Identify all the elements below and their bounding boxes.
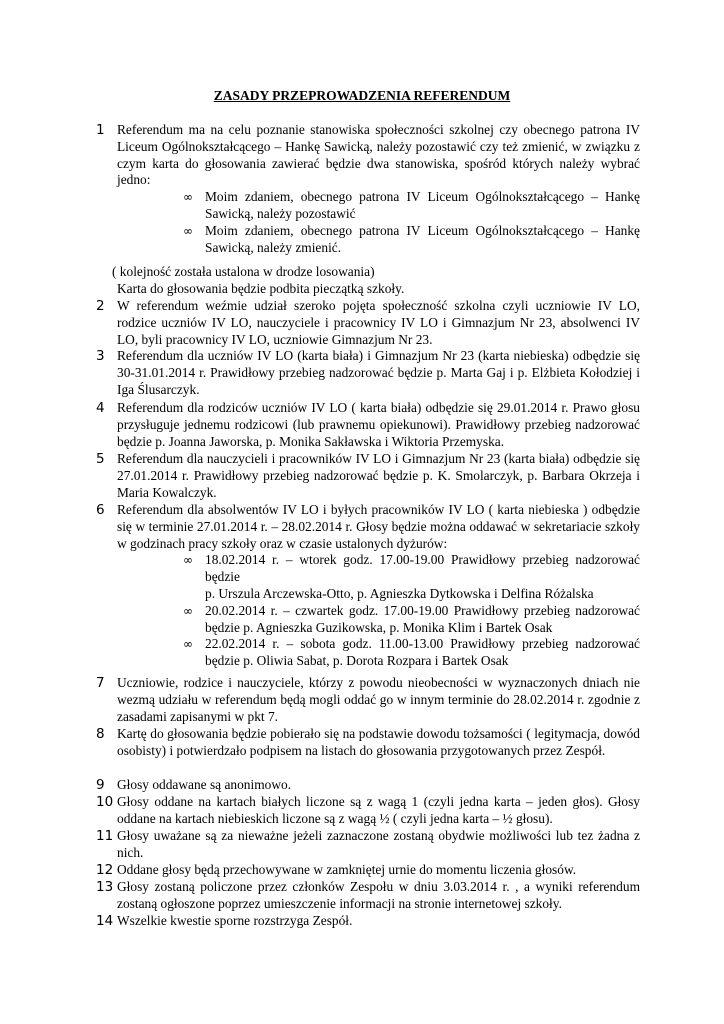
rule-number: 1: [96, 122, 105, 138]
rule-number: 3: [96, 348, 105, 364]
rule-text: Uczniowie, rodzice i nauczyciele, którzy z powodu nieobecności w wyznaczonych dniach nie wezmą udziału w referendum będą mogli oddać go w innym terminie do 28.02.2014 r. zgodnie z zasadami zapisanymi w pkt 7.: [117, 675, 640, 724]
order-note: ( kolejność została ustalona w drodze losowania): [112, 264, 375, 279]
rule-number: 5: [96, 451, 105, 467]
rule-text: Referendum dla rodziców uczniów IV LO ( karta biała) odbędzie się 29.01.2014 r. Prawo głosu przysługuje jednemu rodzicowi (lub prawnemu opiekunowi). Prawidłowy przebieg nadzorować będzie p. Joanna Jaworska, p. Monika Sakławska i Wiktoria Przemyska.: [117, 400, 640, 449]
infinity-bullet-icon: ∞: [183, 637, 193, 652]
duty-shift-1: ∞ 18.02.2014 r. – wtorek godz. 17.00-19.00 Prawidłowy przebieg nadzorować będzie p. Urszula Arczewska-Otto, p. Agnieszka Dytkowska i Delfina Różalska: [183, 552, 640, 601]
rule-text: Referendum dla nauczycieli i pracowników IV LO i Gimnazjum Nr 23 (karta biała) odbędzie się 27.01.2014 r. Prawidłowy przebieg nadzorować będzie p. K. Smolarczyk, p. Barbara Okrzeja i Maria Kowalczyk.: [117, 451, 640, 500]
rule-number: 11: [96, 828, 114, 844]
rule-number: 4: [96, 400, 105, 416]
rule-text: W referendum weźmie udział szeroko pojęta społeczność szkolna czyli uczniowie IV LO, rodzice uczniów IV LO, nauczyciele i pracownicy IV LO i Gimnazjum Nr 23, absolwenci IV LO, byli pracownicy IV LO, uczniowie Gimnazjum Nr 23.: [117, 298, 640, 347]
duty-shift-3: ∞ 22.02.2014 r. – sobota godz. 11.00-13.00 Prawidłowy przebieg nadzorować będzie p. Oliwia Sabat, p. Dorota Rozpara i Bartek Osak: [183, 636, 640, 669]
rule-number: 10: [96, 794, 114, 810]
infinity-bullet-icon: ∞: [183, 190, 193, 205]
stamp-note: Karta do głosowania będzie podbita pieczątką szkoły.: [117, 281, 405, 296]
duty-shift-1-supervisors: p. Urszula Arczewska-Otto, p. Agnieszka Dytkowska i Delfina Różalska: [205, 585, 594, 601]
rule-text: Kartę do głosowania będzie pobierało się na podstawie dowodu tożsamości ( legitymacja, dowód osobisty) i potwierdzało podpisem na listach do głosowania przygotowanych przez Zespół.: [117, 726, 640, 758]
rule-text: Głosy zostaną policzone przez członków Zespołu w dniu 3.03.2014 r. , a wyniki referendum zostaną ogłoszone poprzez umieszczenie informacji na stronie internetowej szkoły.: [117, 879, 640, 911]
rule-text: Referendum dla uczniów IV LO (karta biała) i Gimnazjum Nr 23 (karta niebieska) odbędzie się 30-31.01.2014 r. Prawidłowy przebieg nadzorować będzie p. Marta Gaj i p. Elżbieta Kołodziej i Iga Ślusarczyk.: [117, 348, 640, 397]
rule-text: Głosy oddane na kartach białych liczone są z wagą 1 (czyli jedna karta – jeden głos). Głosy oddane na kartach niebieskich liczone są z wagą ½ ( czyli jedna karta – ½ głosu).: [117, 794, 640, 826]
infinity-bullet-icon: ∞: [183, 553, 193, 568]
ballot-option-change: ∞ Moim zdaniem, obecnego patrona IV Liceum Ogólnokształcącego – Hankę Sawicką, należy zmienić.: [183, 222, 640, 255]
document-title: ZASADY PRZEPROWADZENIA REFERENDUM: [213, 88, 511, 103]
infinity-bullet-icon: ∞: [183, 223, 193, 238]
rule-number: 14: [96, 913, 114, 929]
rule-number: 6: [96, 502, 105, 518]
rule-text: Głosy oddawane są anonimowo.: [117, 777, 292, 792]
rule-number: 12: [96, 862, 114, 878]
rule-text: Głosy uważane są za nieważne jeżeli zaznaczone zostaną obydwie możliwości lub tez żadna z nich.: [117, 828, 640, 860]
rule-number: 2: [96, 298, 105, 314]
rule-number: 7: [96, 675, 105, 691]
rule-number: 9: [96, 777, 105, 793]
rule-text: Wszelkie kwestie sporne rozstrzyga Zespół.: [117, 913, 353, 928]
ballot-option-keep: ∞ Moim zdaniem, obecnego patrona IV Liceum Ogólnokształcącego – Hankę Sawicką, należy pozostawić: [183, 189, 640, 221]
duty-shift-2: ∞ 20.02.2014 r. – czwartek godz. 17.00-19.00 Prawidłowy przebieg nadzorować będzie p. Agnieszka Guzikowska, p. Monika Klim i Bartek Osak: [183, 602, 640, 635]
rule-text: Oddane głosy będą przechowywane w zamkniętej urnie do momentu liczenia głosów.: [117, 862, 577, 877]
rule-number: 8: [96, 726, 105, 742]
rule-text: Referendum dla absolwentów IV LO i byłych pracowników IV LO ( karta niebieska ) odbędzie się w terminie 27.01.2014 r. – 28.02.2014 r. Głosy będzie można oddawać w sekretariacie szkoły w godzinach pracy szkoły oraz w czasie ustalonych dyżurów:: [117, 502, 640, 551]
rule-text: Referendum ma na celu poznanie stanowiska społeczności szkolnej czy obecnego patrona IV Liceum Ogólnokształcącego – Hankę Sawicką, należy pozostawić czy też zmienić, w związku z czym karta do głosowania zawierać będzie dwa stanowiska, spośród których należy wybrać jedno:: [117, 122, 640, 188]
rule-number: 13: [96, 879, 114, 895]
infinity-bullet-icon: ∞: [183, 603, 193, 618]
